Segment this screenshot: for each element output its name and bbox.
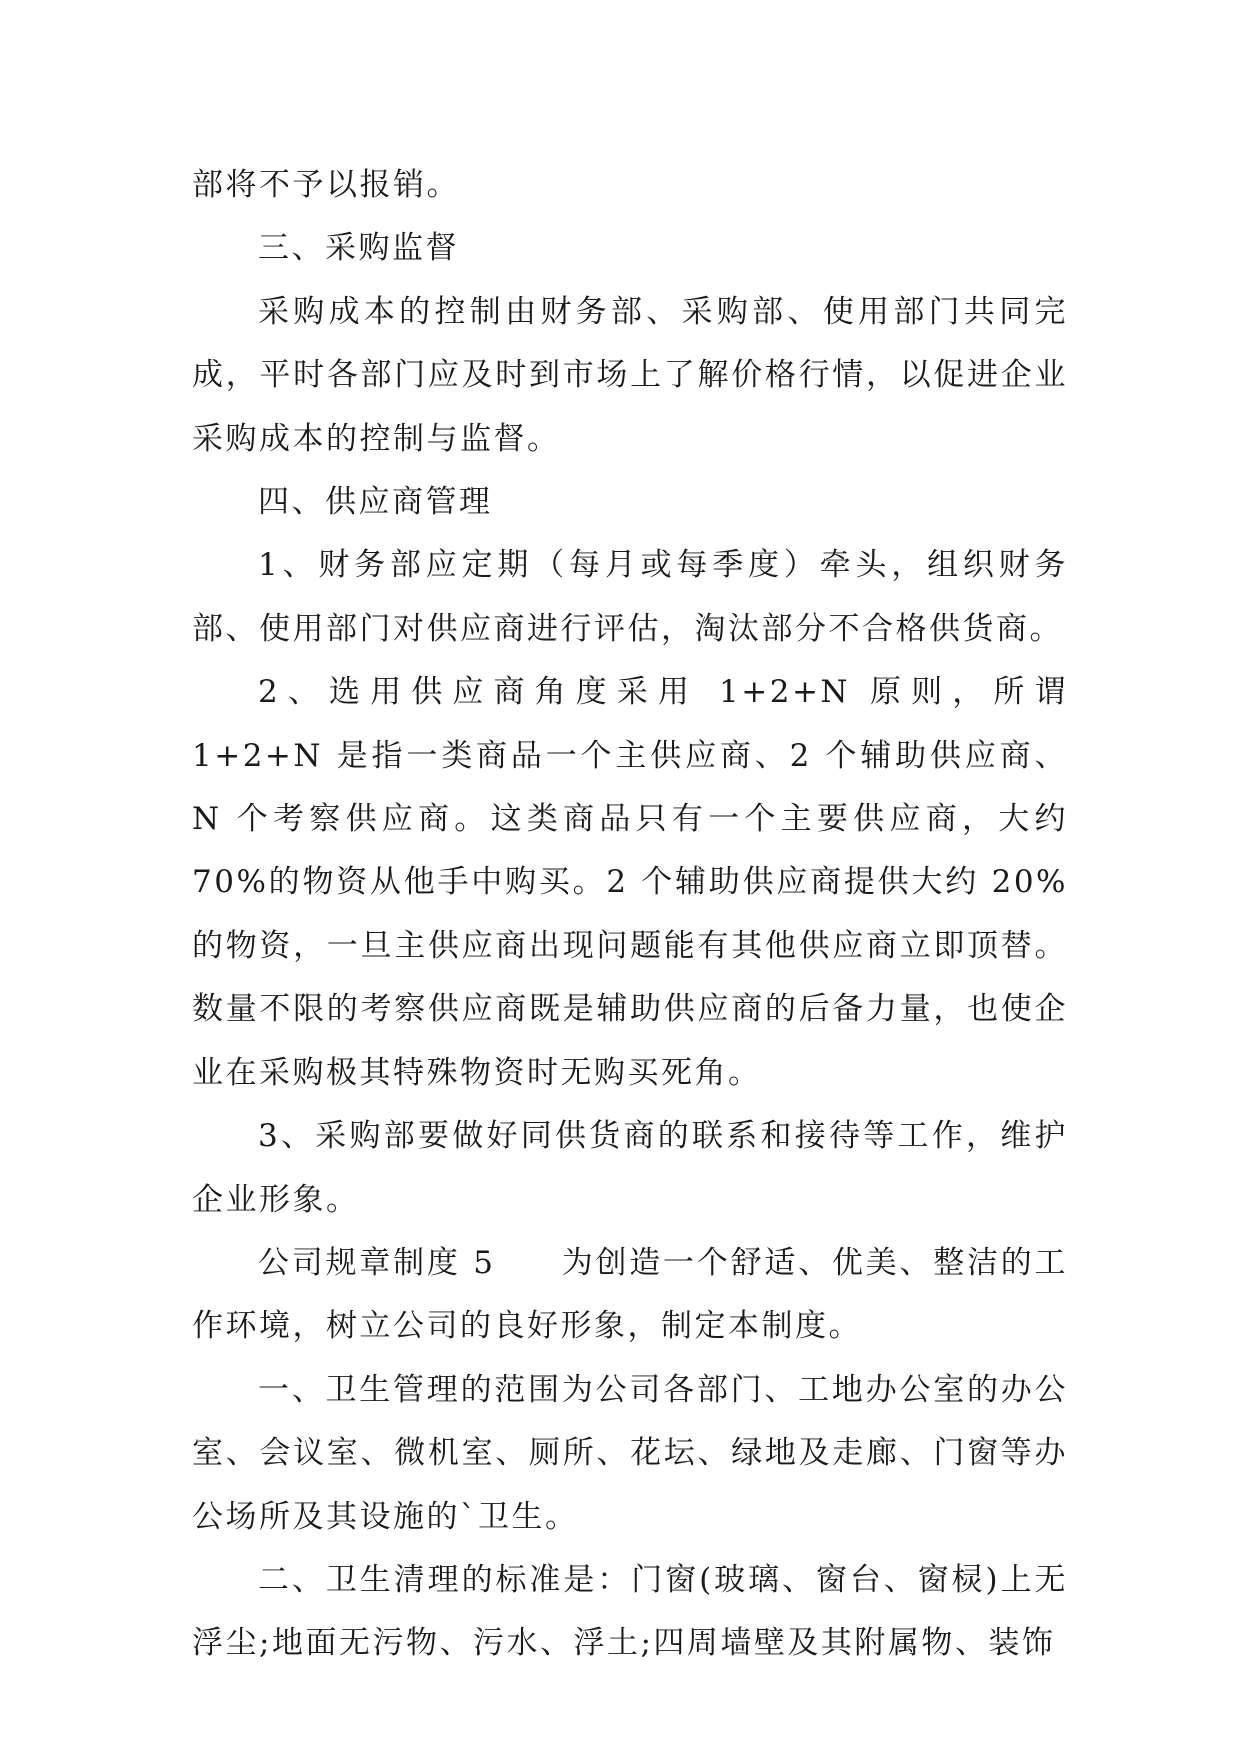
- section-5-paragraph: [192, 1232, 1068, 1359]
- heading-supplier-management: 四、供应商管理: [258, 484, 493, 521]
- section-5-title: 公司规章制度 5: [258, 1244, 496, 1281]
- paragraph-1: 部将不予以报销。: [192, 167, 460, 203]
- paragraph-hygiene-scope: 一、卫生管理的范围为公司各部门、工地办公室的办公室、会议室、微机室、厕所、花坛、绿地及走廊、门窗等办公场所及其设施的`卫生。: [192, 1371, 1068, 1535]
- paragraph-procurement-cost: 采购成本的控制由财务部、采购部、使用部门共同完成，平时各部门应及时到市场上了解价格行情，以促进企业采购成本的控制与监督。: [192, 293, 1068, 457]
- paragraph-item-3: 3、采购部要做好同供货商的联系和接待等工作，维护企业形象。: [192, 1118, 1068, 1218]
- section-5-body: 为创造一个舒适、优美、整洁的工作环境，树立公司的良好形象，制定本制度。: [192, 1244, 1069, 1345]
- paragraph-hygiene-standard: 二、卫生清理的标准是：门窗(玻璃、窗台、窗棂)上无浮尘;地面无污物、污水、浮土;四周墙壁及其附属物、装饰: [192, 1561, 1068, 1662]
- heading-procurement-supervision: 三、采购监督: [258, 230, 459, 267]
- paragraph-item-2: 2、选用供应商角度采用 1+2+N 原则，所谓 1+2+N 是指一类商品一个主供应商、2 个辅助供应商、N 个考察供应商。这类商品只有一个主要供应商，大约 70%的物资从他手中购买。2 个辅助供应商提供大约 20%的物资，一旦主供应商出现问题能有其他供应商立即顶替。数量不限的考察供应商既是辅助供应商的后备力量，也使企业在采购极其特殊物资时无购买死角。: [192, 674, 1068, 1091]
- document-body: [192, 154, 1068, 1676]
- paragraph-item-1: 1、财务部应定期（每月或每季度）牵头，组织财务部、使用部门对供应商进行评估，淘汰部分不合格供货商。: [192, 547, 1068, 647]
